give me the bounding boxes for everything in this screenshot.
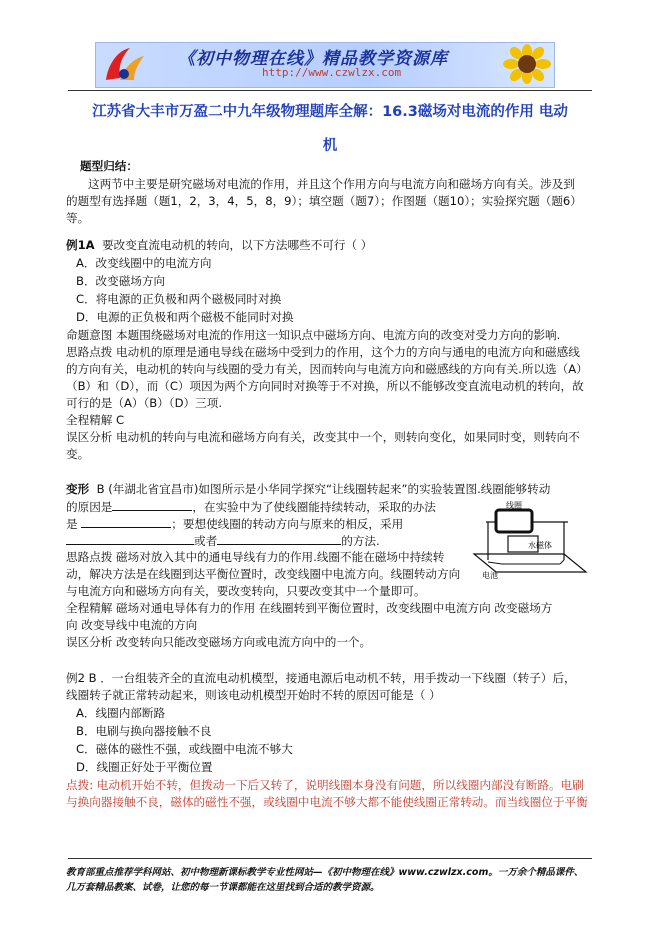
experiment-figure <box>468 500 590 582</box>
banner-url[interactable]: http://www.czwlzx.com <box>262 66 402 79</box>
variant-question: 是 ；要想使线圈的转动方向与原来的相反，采用 <box>66 517 404 531</box>
answer-blank[interactable] <box>81 515 171 528</box>
variant-question: 的原因是 ，在实验中为了使线圈能持续转动，采取的办法 <box>66 500 436 514</box>
logo-icon <box>100 44 148 84</box>
footer-rule <box>68 858 592 859</box>
hint-text: （B）和（D），而（C）项因为两个方向同时对换等于不对换，所以不能够改变直流电动机的转向，故 <box>66 379 584 393</box>
hint-text: 思路点拨 电动机的原理是通电导线在磁场中受到力的作用，这个力的方向与通电的电流方向和磁感线 <box>66 345 580 359</box>
answer-text: 全程精解 C <box>66 413 125 427</box>
answer-blank[interactable] <box>112 498 192 511</box>
option-c: C．将电源的正负极和两个磁极同时对换 <box>76 292 282 306</box>
banner-title: 《初中物理在线》精品教学资源库 <box>178 49 448 69</box>
example2-question: 例2 B ．一台组装齐全的直流电动机模型，接通电源后电动机不转，用手拨动一下线圈（转子）后， <box>66 671 576 685</box>
example2-question: 线圈转子就正常转动起来，则该电动机模型开始时不转的原因可能是（ ） <box>66 688 441 702</box>
error-text: 变。 <box>66 447 90 461</box>
sunflower-icon <box>502 44 552 84</box>
footer-text: 几万套精品教案、试卷，让您的每一节课都能在这里找到合适的教学资源。 <box>66 882 380 893</box>
intro-text: 这两节中主要是研究磁场对电流的作用，并且这个作用方向与电流方向和磁场方向有关。涉及到 <box>88 177 575 191</box>
footer-text: 教育部重点推荐学科网站、初中物理新课标教学专业性网站—《初中物理在线》www.czwlzx.com。一万余个精品课件、 <box>66 867 584 878</box>
intent-text: 命题意图 本题围绕磁场对电流的作用这一知识点中磁场方向、电流方向的改变对受力方向的影响. <box>66 328 561 342</box>
hint-text: 动，解决方法是在线圈到达平衡位置时，改变线圈中电流方向。线圈转动方向 <box>66 567 461 581</box>
figure-label: 水磁体 <box>528 541 552 550</box>
option-d: D．线圈正好处于平衡位置 <box>76 760 213 774</box>
option-c: C．磁体的磁性不强，或线圈中电流不够大 <box>76 742 293 756</box>
hint-text-red: 点拨: 电动机开始不转，但拨动一下后又转了，说明线圈本身没有问题，所以线圈内部没有断路。电刷 <box>66 778 584 792</box>
answer-text: 全程精解 磁场对通电导体有力的作用 在线圈转到平衡位置时，改变线圈中电流方向 改变磁场方 <box>66 601 553 615</box>
example1-question: 例1A 要改变直流电动机的转向，以下方法哪些不可行（ ） <box>66 238 373 252</box>
hint-text-red: 与换向器接触不良，磁体的磁性不强，或线圈中电流不够大都不能使线圈正常转动。而当线圈位于平衡 <box>66 795 588 809</box>
hint-text: 可行的是（A）（B）（D）三项. <box>66 396 223 410</box>
hint-text: 的方向有关，电动机的转向与线圈的受力有关，因而转向与电流方向和磁感线的方向有关.所以选（A） <box>66 362 588 376</box>
figure-label: 线圈 <box>506 501 522 510</box>
header-rule <box>68 90 592 91</box>
intro-text: 的题型有选择题（题1，2，3，4，5，8，9）；填空题（题7）；作图题（题10）；实验探究题（题6） <box>66 194 582 208</box>
error-text: 误区分析 电动机的转向与电流和磁场方向有关，改变其中一个，则转向变化，如果同时变，则转向不 <box>66 430 580 444</box>
section-heading: 题型归结： <box>80 159 138 173</box>
option-a: A．改变线圈中的电流方向 <box>76 256 212 270</box>
hint-text: 思路点拨 磁场对放入其中的通电导线有力的作用.线圈不能在磁场中持续转 <box>66 550 445 564</box>
error-text: 误区分析 改变转向只能改变磁场方向或电流方向中的一个。 <box>66 635 372 649</box>
hint-text: 与电流方向和磁场方向有关，要改变转向，只要改变其中一个量即可。 <box>66 584 426 598</box>
answer-text: 向 改变导线中电流的方向 <box>66 618 198 632</box>
answer-blank[interactable] <box>217 532 341 545</box>
intro-text: 等。 <box>66 211 90 225</box>
answer-blank[interactable] <box>66 532 194 545</box>
option-b: B．电刷与换向器接触不良 <box>76 724 212 738</box>
option-a: A．线圈内部断路 <box>76 706 166 720</box>
option-b: B．改变磁场方向 <box>76 274 166 288</box>
variant-question: 或者 的方法. <box>66 532 380 550</box>
figure-label: 电池 <box>482 571 498 580</box>
variant-question: 变形 B (年湖北省宜昌市)如图所示是小华同学探究“让线圈转起来”的实验装置图.线圈能够转动 <box>66 482 551 496</box>
page-title: 江苏省大丰市万盈二中九年级物理题库全解：16.3磁场对电流的作用 电动 机 <box>92 104 568 154</box>
option-d: D．电源的正负极和两个磁极不能同时对换 <box>76 310 294 324</box>
